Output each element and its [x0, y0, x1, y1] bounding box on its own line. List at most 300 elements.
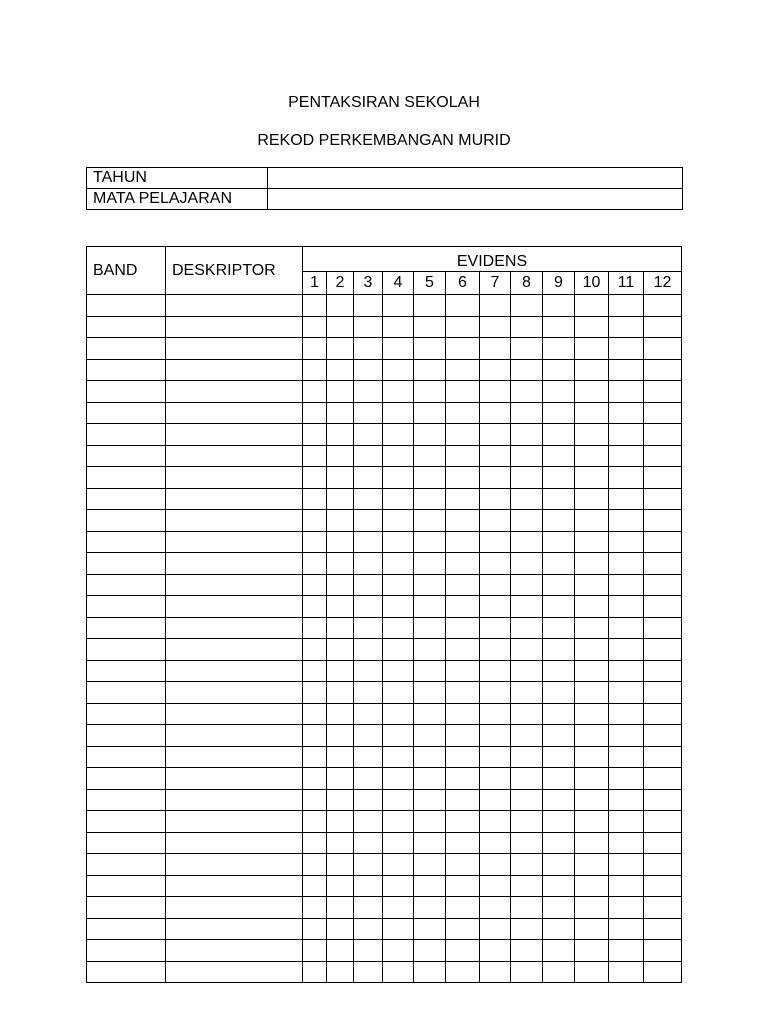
descriptor-cell[interactable] [166, 940, 303, 962]
evidence-cell-12[interactable] [644, 359, 682, 381]
descriptor-cell[interactable] [166, 467, 303, 489]
descriptor-cell[interactable] [166, 961, 303, 983]
evidence-cell-4[interactable] [383, 445, 414, 467]
evidence-cell-6[interactable] [446, 445, 480, 467]
evidence-cell-2[interactable] [327, 338, 354, 360]
evidence-cell-7[interactable] [480, 875, 511, 897]
evidence-cell-10[interactable] [575, 359, 609, 381]
evidence-cell-7[interactable] [480, 510, 511, 532]
descriptor-cell[interactable] [166, 660, 303, 682]
band-cell[interactable] [87, 660, 166, 682]
evidence-cell-2[interactable] [327, 295, 354, 317]
evidence-cell-10[interactable] [575, 875, 609, 897]
evidence-cell-9[interactable] [543, 961, 575, 983]
evidence-cell-12[interactable] [644, 531, 682, 553]
evidence-cell-7[interactable] [480, 445, 511, 467]
evidence-cell-11[interactable] [609, 854, 644, 876]
evidence-cell-5[interactable] [414, 746, 446, 768]
evidence-cell-11[interactable] [609, 295, 644, 317]
evidence-cell-4[interactable] [383, 703, 414, 725]
evidence-cell-9[interactable] [543, 510, 575, 532]
evidence-cell-11[interactable] [609, 596, 644, 618]
evidence-cell-3[interactable] [354, 574, 383, 596]
evidence-cell-3[interactable] [354, 510, 383, 532]
evidence-cell-5[interactable] [414, 811, 446, 833]
descriptor-cell[interactable] [166, 359, 303, 381]
evidence-cell-1[interactable] [303, 510, 327, 532]
evidence-cell-11[interactable] [609, 531, 644, 553]
evidence-cell-8[interactable] [511, 703, 543, 725]
evidence-cell-4[interactable] [383, 875, 414, 897]
evidence-cell-7[interactable] [480, 316, 511, 338]
evidence-cell-3[interactable] [354, 359, 383, 381]
evidence-cell-4[interactable] [383, 316, 414, 338]
evidence-cell-10[interactable] [575, 854, 609, 876]
evidence-cell-12[interactable] [644, 445, 682, 467]
evidence-cell-8[interactable] [511, 639, 543, 661]
evidence-cell-11[interactable] [609, 424, 644, 446]
subject-field[interactable] [268, 189, 683, 210]
evidence-cell-10[interactable] [575, 316, 609, 338]
evidence-cell-12[interactable] [644, 768, 682, 790]
evidence-cell-9[interactable] [543, 854, 575, 876]
evidence-cell-8[interactable] [511, 811, 543, 833]
descriptor-cell[interactable] [166, 768, 303, 790]
band-cell[interactable] [87, 574, 166, 596]
evidence-cell-5[interactable] [414, 445, 446, 467]
evidence-cell-11[interactable] [609, 682, 644, 704]
evidence-cell-10[interactable] [575, 445, 609, 467]
evidence-cell-6[interactable] [446, 381, 480, 403]
evidence-cell-12[interactable] [644, 381, 682, 403]
evidence-cell-2[interactable] [327, 596, 354, 618]
evidence-cell-8[interactable] [511, 596, 543, 618]
evidence-cell-8[interactable] [511, 467, 543, 489]
evidence-cell-7[interactable] [480, 553, 511, 575]
evidence-cell-9[interactable] [543, 359, 575, 381]
evidence-cell-8[interactable] [511, 574, 543, 596]
evidence-cell-9[interactable] [543, 660, 575, 682]
evidence-cell-5[interactable] [414, 940, 446, 962]
evidence-cell-12[interactable] [644, 682, 682, 704]
evidence-cell-9[interactable] [543, 682, 575, 704]
band-cell[interactable] [87, 725, 166, 747]
evidence-cell-7[interactable] [480, 768, 511, 790]
evidence-cell-8[interactable] [511, 961, 543, 983]
evidence-cell-5[interactable] [414, 316, 446, 338]
evidence-cell-2[interactable] [327, 639, 354, 661]
evidence-cell-10[interactable] [575, 510, 609, 532]
evidence-cell-4[interactable] [383, 424, 414, 446]
band-cell[interactable] [87, 746, 166, 768]
evidence-cell-4[interactable] [383, 725, 414, 747]
evidence-cell-3[interactable] [354, 488, 383, 510]
evidence-cell-6[interactable] [446, 574, 480, 596]
evidence-cell-11[interactable] [609, 553, 644, 575]
evidence-cell-1[interactable] [303, 854, 327, 876]
evidence-cell-6[interactable] [446, 596, 480, 618]
evidence-cell-4[interactable] [383, 295, 414, 317]
evidence-cell-2[interactable] [327, 574, 354, 596]
evidence-cell-6[interactable] [446, 897, 480, 919]
evidence-cell-12[interactable] [644, 617, 682, 639]
band-cell[interactable] [87, 875, 166, 897]
evidence-cell-9[interactable] [543, 381, 575, 403]
evidence-cell-8[interactable] [511, 789, 543, 811]
evidence-cell-1[interactable] [303, 918, 327, 940]
evidence-cell-9[interactable] [543, 811, 575, 833]
evidence-cell-12[interactable] [644, 854, 682, 876]
evidence-cell-3[interactable] [354, 897, 383, 919]
evidence-cell-4[interactable] [383, 381, 414, 403]
evidence-cell-4[interactable] [383, 918, 414, 940]
evidence-cell-3[interactable] [354, 639, 383, 661]
descriptor-cell[interactable] [166, 445, 303, 467]
evidence-cell-9[interactable] [543, 316, 575, 338]
evidence-cell-10[interactable] [575, 531, 609, 553]
band-cell[interactable] [87, 854, 166, 876]
descriptor-cell[interactable] [166, 875, 303, 897]
descriptor-cell[interactable] [166, 639, 303, 661]
evidence-cell-1[interactable] [303, 316, 327, 338]
evidence-cell-12[interactable] [644, 703, 682, 725]
descriptor-cell[interactable] [166, 703, 303, 725]
descriptor-cell[interactable] [166, 381, 303, 403]
evidence-cell-6[interactable] [446, 553, 480, 575]
evidence-cell-11[interactable] [609, 510, 644, 532]
evidence-cell-11[interactable] [609, 789, 644, 811]
evidence-cell-10[interactable] [575, 574, 609, 596]
evidence-cell-2[interactable] [327, 725, 354, 747]
evidence-cell-5[interactable] [414, 531, 446, 553]
year-field[interactable] [268, 168, 683, 189]
evidence-cell-2[interactable] [327, 488, 354, 510]
evidence-cell-9[interactable] [543, 832, 575, 854]
evidence-cell-6[interactable] [446, 295, 480, 317]
evidence-cell-7[interactable] [480, 295, 511, 317]
evidence-cell-6[interactable] [446, 918, 480, 940]
evidence-cell-1[interactable] [303, 703, 327, 725]
evidence-cell-12[interactable] [644, 639, 682, 661]
evidence-cell-12[interactable] [644, 918, 682, 940]
evidence-cell-4[interactable] [383, 574, 414, 596]
evidence-cell-2[interactable] [327, 445, 354, 467]
evidence-cell-2[interactable] [327, 875, 354, 897]
evidence-cell-2[interactable] [327, 703, 354, 725]
band-cell[interactable] [87, 617, 166, 639]
evidence-cell-4[interactable] [383, 768, 414, 790]
evidence-cell-5[interactable] [414, 682, 446, 704]
evidence-cell-7[interactable] [480, 617, 511, 639]
evidence-cell-12[interactable] [644, 725, 682, 747]
evidence-cell-9[interactable] [543, 639, 575, 661]
evidence-cell-4[interactable] [383, 789, 414, 811]
evidence-cell-4[interactable] [383, 660, 414, 682]
evidence-cell-2[interactable] [327, 940, 354, 962]
evidence-cell-7[interactable] [480, 725, 511, 747]
evidence-cell-2[interactable] [327, 531, 354, 553]
evidence-cell-5[interactable] [414, 359, 446, 381]
evidence-cell-7[interactable] [480, 832, 511, 854]
evidence-cell-8[interactable] [511, 445, 543, 467]
evidence-cell-11[interactable] [609, 467, 644, 489]
evidence-cell-11[interactable] [609, 660, 644, 682]
evidence-cell-6[interactable] [446, 402, 480, 424]
band-cell[interactable] [87, 596, 166, 618]
evidence-cell-6[interactable] [446, 832, 480, 854]
evidence-cell-1[interactable] [303, 596, 327, 618]
evidence-cell-6[interactable] [446, 510, 480, 532]
evidence-cell-3[interactable] [354, 811, 383, 833]
evidence-cell-3[interactable] [354, 918, 383, 940]
evidence-cell-7[interactable] [480, 574, 511, 596]
evidence-cell-1[interactable] [303, 445, 327, 467]
evidence-cell-1[interactable] [303, 660, 327, 682]
evidence-cell-2[interactable] [327, 746, 354, 768]
evidence-cell-7[interactable] [480, 660, 511, 682]
evidence-cell-10[interactable] [575, 725, 609, 747]
evidence-cell-9[interactable] [543, 574, 575, 596]
evidence-cell-11[interactable] [609, 897, 644, 919]
evidence-cell-3[interactable] [354, 703, 383, 725]
descriptor-cell[interactable] [166, 682, 303, 704]
evidence-cell-1[interactable] [303, 746, 327, 768]
descriptor-cell[interactable] [166, 746, 303, 768]
evidence-cell-5[interactable] [414, 617, 446, 639]
evidence-cell-10[interactable] [575, 768, 609, 790]
evidence-cell-3[interactable] [354, 940, 383, 962]
evidence-cell-8[interactable] [511, 381, 543, 403]
evidence-cell-6[interactable] [446, 746, 480, 768]
evidence-cell-7[interactable] [480, 811, 511, 833]
evidence-cell-3[interactable] [354, 295, 383, 317]
evidence-cell-3[interactable] [354, 424, 383, 446]
evidence-cell-11[interactable] [609, 746, 644, 768]
evidence-cell-6[interactable] [446, 316, 480, 338]
band-cell[interactable] [87, 811, 166, 833]
evidence-cell-6[interactable] [446, 811, 480, 833]
evidence-cell-9[interactable] [543, 424, 575, 446]
evidence-cell-8[interactable] [511, 940, 543, 962]
evidence-cell-10[interactable] [575, 553, 609, 575]
evidence-cell-11[interactable] [609, 402, 644, 424]
evidence-cell-6[interactable] [446, 875, 480, 897]
evidence-cell-6[interactable] [446, 359, 480, 381]
evidence-cell-1[interactable] [303, 789, 327, 811]
evidence-cell-11[interactable] [609, 639, 644, 661]
evidence-cell-5[interactable] [414, 553, 446, 575]
evidence-cell-10[interactable] [575, 789, 609, 811]
band-cell[interactable] [87, 488, 166, 510]
evidence-cell-10[interactable] [575, 703, 609, 725]
evidence-cell-11[interactable] [609, 617, 644, 639]
evidence-cell-1[interactable] [303, 424, 327, 446]
evidence-cell-10[interactable] [575, 918, 609, 940]
evidence-cell-3[interactable] [354, 381, 383, 403]
evidence-cell-12[interactable] [644, 746, 682, 768]
evidence-cell-8[interactable] [511, 854, 543, 876]
descriptor-cell[interactable] [166, 811, 303, 833]
evidence-cell-2[interactable] [327, 682, 354, 704]
evidence-cell-2[interactable] [327, 381, 354, 403]
evidence-cell-7[interactable] [480, 854, 511, 876]
evidence-cell-5[interactable] [414, 918, 446, 940]
evidence-cell-9[interactable] [543, 295, 575, 317]
evidence-cell-2[interactable] [327, 424, 354, 446]
evidence-cell-7[interactable] [480, 488, 511, 510]
evidence-cell-5[interactable] [414, 574, 446, 596]
evidence-cell-10[interactable] [575, 338, 609, 360]
evidence-cell-8[interactable] [511, 359, 543, 381]
band-cell[interactable] [87, 510, 166, 532]
evidence-cell-5[interactable] [414, 510, 446, 532]
band-cell[interactable] [87, 832, 166, 854]
evidence-cell-3[interactable] [354, 682, 383, 704]
band-cell[interactable] [87, 897, 166, 919]
evidence-cell-8[interactable] [511, 768, 543, 790]
evidence-cell-3[interactable] [354, 854, 383, 876]
evidence-cell-9[interactable] [543, 596, 575, 618]
evidence-cell-12[interactable] [644, 467, 682, 489]
evidence-cell-5[interactable] [414, 467, 446, 489]
evidence-cell-6[interactable] [446, 789, 480, 811]
evidence-cell-9[interactable] [543, 768, 575, 790]
evidence-cell-5[interactable] [414, 725, 446, 747]
band-cell[interactable] [87, 424, 166, 446]
evidence-cell-3[interactable] [354, 961, 383, 983]
evidence-cell-10[interactable] [575, 488, 609, 510]
band-cell[interactable] [87, 789, 166, 811]
evidence-cell-10[interactable] [575, 381, 609, 403]
evidence-cell-1[interactable] [303, 617, 327, 639]
band-cell[interactable] [87, 338, 166, 360]
evidence-cell-9[interactable] [543, 531, 575, 553]
evidence-cell-1[interactable] [303, 381, 327, 403]
evidence-cell-5[interactable] [414, 660, 446, 682]
evidence-cell-5[interactable] [414, 338, 446, 360]
evidence-cell-2[interactable] [327, 553, 354, 575]
evidence-cell-10[interactable] [575, 295, 609, 317]
evidence-cell-6[interactable] [446, 854, 480, 876]
descriptor-cell[interactable] [166, 617, 303, 639]
evidence-cell-9[interactable] [543, 467, 575, 489]
evidence-cell-7[interactable] [480, 682, 511, 704]
evidence-cell-1[interactable] [303, 725, 327, 747]
evidence-cell-9[interactable] [543, 617, 575, 639]
evidence-cell-2[interactable] [327, 617, 354, 639]
evidence-cell-5[interactable] [414, 381, 446, 403]
evidence-cell-3[interactable] [354, 338, 383, 360]
evidence-cell-12[interactable] [644, 338, 682, 360]
evidence-cell-1[interactable] [303, 639, 327, 661]
evidence-cell-3[interactable] [354, 746, 383, 768]
band-cell[interactable] [87, 703, 166, 725]
evidence-cell-12[interactable] [644, 660, 682, 682]
evidence-cell-1[interactable] [303, 682, 327, 704]
evidence-cell-12[interactable] [644, 940, 682, 962]
descriptor-cell[interactable] [166, 510, 303, 532]
evidence-cell-6[interactable] [446, 531, 480, 553]
evidence-cell-7[interactable] [480, 703, 511, 725]
evidence-cell-4[interactable] [383, 639, 414, 661]
evidence-cell-8[interactable] [511, 338, 543, 360]
evidence-cell-1[interactable] [303, 940, 327, 962]
evidence-cell-12[interactable] [644, 875, 682, 897]
band-cell[interactable] [87, 768, 166, 790]
evidence-cell-8[interactable] [511, 510, 543, 532]
evidence-cell-4[interactable] [383, 746, 414, 768]
evidence-cell-12[interactable] [644, 488, 682, 510]
evidence-cell-4[interactable] [383, 359, 414, 381]
evidence-cell-11[interactable] [609, 832, 644, 854]
evidence-cell-9[interactable] [543, 402, 575, 424]
evidence-cell-11[interactable] [609, 574, 644, 596]
evidence-cell-8[interactable] [511, 488, 543, 510]
evidence-cell-3[interactable] [354, 875, 383, 897]
evidence-cell-7[interactable] [480, 531, 511, 553]
evidence-cell-8[interactable] [511, 316, 543, 338]
evidence-cell-8[interactable] [511, 746, 543, 768]
band-cell[interactable] [87, 918, 166, 940]
evidence-cell-7[interactable] [480, 940, 511, 962]
evidence-cell-12[interactable] [644, 295, 682, 317]
evidence-cell-6[interactable] [446, 682, 480, 704]
evidence-cell-3[interactable] [354, 531, 383, 553]
evidence-cell-1[interactable] [303, 832, 327, 854]
evidence-cell-12[interactable] [644, 596, 682, 618]
evidence-cell-1[interactable] [303, 402, 327, 424]
evidence-cell-8[interactable] [511, 531, 543, 553]
evidence-cell-10[interactable] [575, 639, 609, 661]
evidence-cell-5[interactable] [414, 424, 446, 446]
evidence-cell-6[interactable] [446, 725, 480, 747]
band-cell[interactable] [87, 961, 166, 983]
evidence-cell-4[interactable] [383, 940, 414, 962]
evidence-cell-4[interactable] [383, 897, 414, 919]
evidence-cell-11[interactable] [609, 768, 644, 790]
evidence-cell-4[interactable] [383, 553, 414, 575]
evidence-cell-1[interactable] [303, 897, 327, 919]
evidence-cell-12[interactable] [644, 402, 682, 424]
descriptor-cell[interactable] [166, 789, 303, 811]
evidence-cell-4[interactable] [383, 402, 414, 424]
evidence-cell-9[interactable] [543, 875, 575, 897]
evidence-cell-5[interactable] [414, 402, 446, 424]
evidence-cell-10[interactable] [575, 961, 609, 983]
evidence-cell-5[interactable] [414, 639, 446, 661]
evidence-cell-8[interactable] [511, 832, 543, 854]
evidence-cell-5[interactable] [414, 832, 446, 854]
evidence-cell-1[interactable] [303, 961, 327, 983]
evidence-cell-5[interactable] [414, 875, 446, 897]
evidence-cell-4[interactable] [383, 961, 414, 983]
evidence-cell-6[interactable] [446, 424, 480, 446]
evidence-cell-1[interactable] [303, 295, 327, 317]
evidence-cell-5[interactable] [414, 897, 446, 919]
evidence-cell-11[interactable] [609, 725, 644, 747]
evidence-cell-6[interactable] [446, 639, 480, 661]
evidence-cell-2[interactable] [327, 510, 354, 532]
descriptor-cell[interactable] [166, 531, 303, 553]
evidence-cell-10[interactable] [575, 596, 609, 618]
evidence-cell-3[interactable] [354, 660, 383, 682]
evidence-cell-12[interactable] [644, 811, 682, 833]
evidence-cell-7[interactable] [480, 746, 511, 768]
evidence-cell-4[interactable] [383, 488, 414, 510]
evidence-cell-8[interactable] [511, 918, 543, 940]
evidence-cell-6[interactable] [446, 617, 480, 639]
evidence-cell-5[interactable] [414, 961, 446, 983]
